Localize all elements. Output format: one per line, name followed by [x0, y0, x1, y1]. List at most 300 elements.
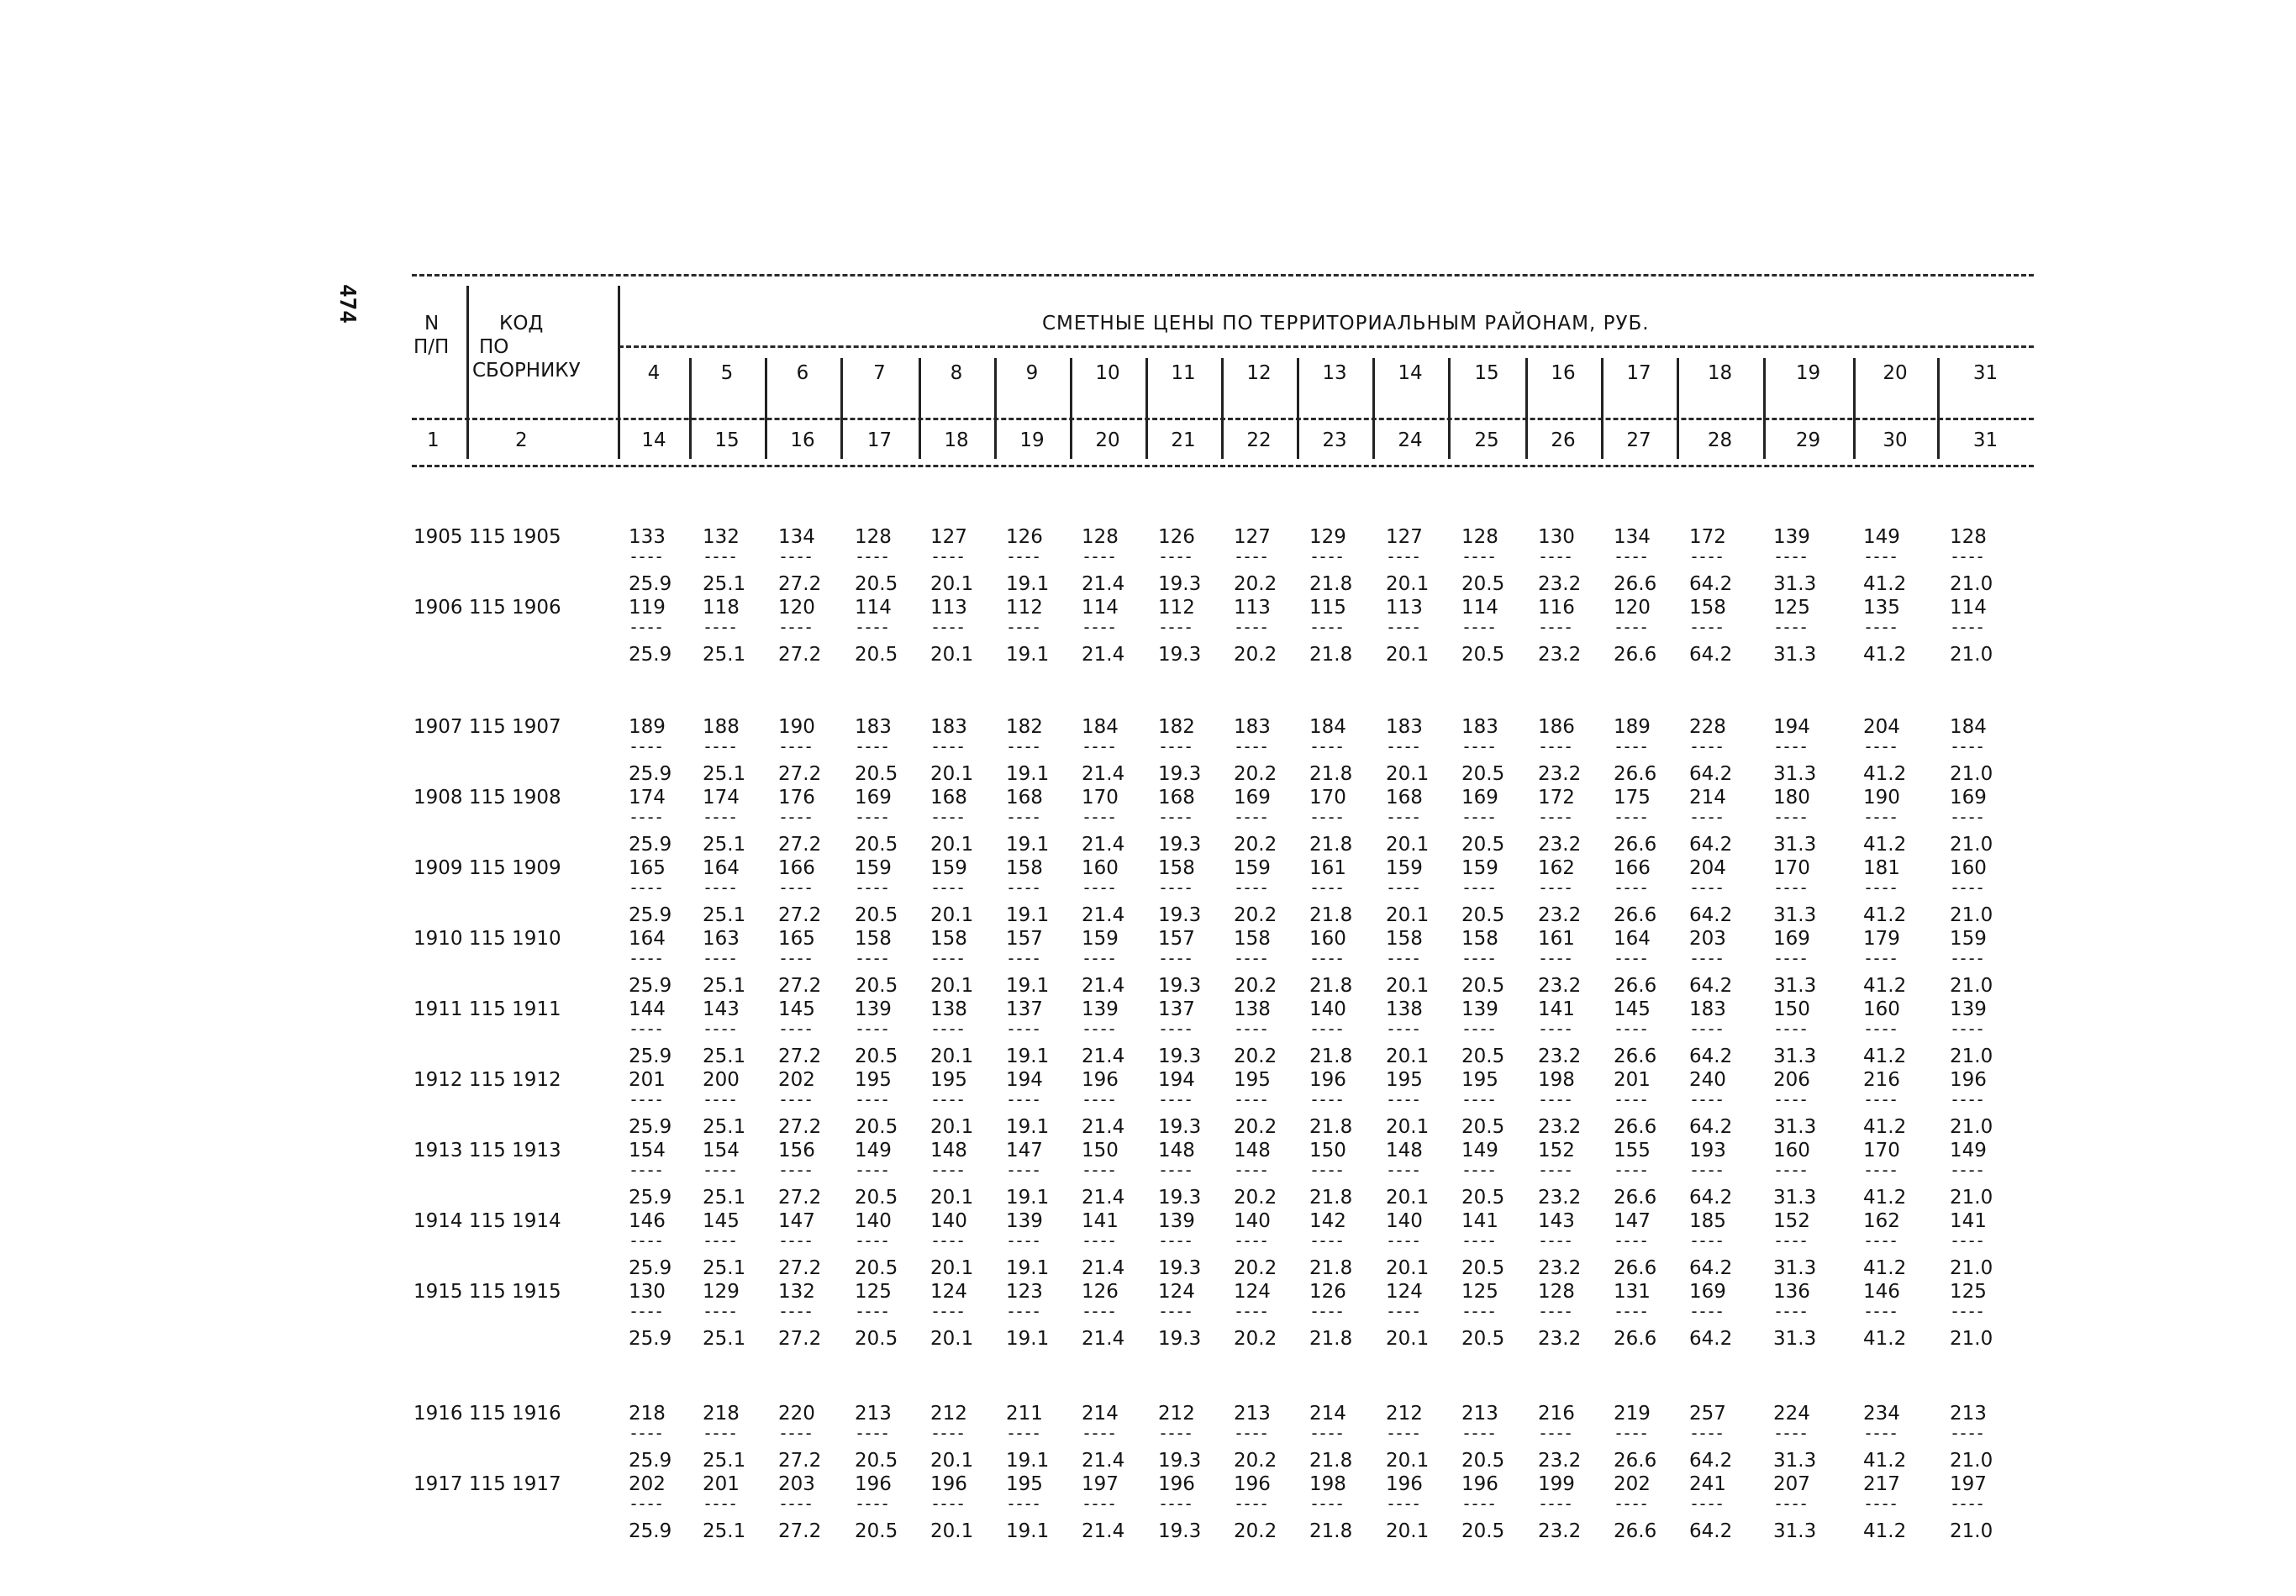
- fraction-bar: ----: [1461, 1019, 1496, 1039]
- index-value: 21.0: [1950, 573, 1993, 595]
- fraction-bar: ----: [1773, 1423, 1808, 1443]
- index-value: 41.2: [1863, 763, 1907, 785]
- district-number: 18: [1707, 362, 1733, 384]
- index-value: 25.9: [629, 975, 672, 997]
- price-value: 216: [1863, 1069, 1900, 1091]
- fraction-bar: ----: [1234, 736, 1268, 756]
- price-value: 158: [1158, 857, 1195, 879]
- fraction-bar: ----: [1006, 1301, 1040, 1321]
- fraction-bar: ----: [1773, 1160, 1808, 1180]
- price-value: 130: [1538, 526, 1575, 548]
- index-value: 20.2: [1234, 834, 1277, 856]
- district-divider: [1297, 358, 1299, 459]
- index-value: 19.1: [1006, 763, 1050, 785]
- index-value: 41.2: [1863, 1520, 1907, 1542]
- index-value: 19.3: [1158, 834, 1202, 856]
- index-value: 20.1: [1386, 1450, 1430, 1472]
- index-number: 22: [1246, 429, 1272, 451]
- index-value: 20.5: [855, 1328, 898, 1350]
- price-value: 165: [778, 928, 815, 950]
- fraction-bar: ----: [1006, 1160, 1040, 1180]
- price-value: 143: [703, 998, 740, 1020]
- fraction-bar: ----: [1158, 1301, 1193, 1321]
- fraction-bar: ----: [1689, 546, 1724, 566]
- fraction-bar: ----: [1689, 1230, 1724, 1251]
- price-value: 142: [1309, 1210, 1346, 1232]
- index-value: 64.2: [1689, 904, 1733, 926]
- fraction-bar: ----: [629, 1230, 663, 1251]
- price-value: 127: [1234, 526, 1271, 548]
- fraction-bar: ----: [703, 1089, 737, 1109]
- index-value: 20.5: [1461, 763, 1505, 785]
- price-value: 130: [629, 1281, 666, 1303]
- index-value: 27.2: [778, 644, 822, 666]
- index-value: 21.8: [1309, 763, 1353, 785]
- price-value: 150: [1309, 1140, 1346, 1161]
- fraction-bar: ----: [1158, 807, 1193, 827]
- index-number: 19: [1019, 429, 1045, 451]
- fraction-bar: ----: [1950, 807, 1984, 827]
- price-value: 201: [629, 1069, 666, 1091]
- fraction-bar: ----: [703, 1493, 737, 1514]
- index-value: 41.2: [1863, 1450, 1907, 1472]
- header-title-rule: [619, 345, 2034, 348]
- index-value: 26.6: [1614, 1187, 1657, 1209]
- fraction-bar: ----: [1461, 1160, 1496, 1180]
- fraction-bar: ----: [778, 1301, 813, 1321]
- price-value: 195: [1006, 1473, 1043, 1495]
- fraction-bar: ----: [1614, 1493, 1648, 1514]
- index-value: 41.2: [1863, 573, 1907, 595]
- fraction-bar: ----: [1006, 1493, 1040, 1514]
- index-value: 31.3: [1773, 573, 1817, 595]
- index-value: 19.1: [1006, 1116, 1050, 1138]
- price-value: 207: [1773, 1473, 1810, 1495]
- fraction-bar: ----: [703, 1423, 737, 1443]
- row-code: 1905 115 1905: [413, 526, 561, 548]
- price-value: 196: [1950, 1069, 1987, 1091]
- fraction-bar: ----: [1082, 1160, 1116, 1180]
- fraction-bar: ----: [1158, 617, 1193, 637]
- index-value: 31.3: [1773, 1257, 1817, 1279]
- price-value: 158: [1689, 597, 1726, 619]
- price-value: 182: [1006, 716, 1043, 738]
- fraction-bar: ----: [1461, 807, 1496, 827]
- district-divider: [689, 358, 692, 459]
- price-value: 241: [1689, 1473, 1726, 1495]
- column-divider: [618, 286, 620, 459]
- fraction-bar: ----: [1082, 1301, 1116, 1321]
- price-value: 160: [1773, 1140, 1810, 1161]
- fraction-bar: ----: [1538, 877, 1572, 898]
- price-value: 159: [855, 857, 892, 879]
- price-value: 128: [1950, 526, 1987, 548]
- index-value: 21.4: [1082, 834, 1125, 856]
- index-value: 25.9: [629, 834, 672, 856]
- index-value: 21.4: [1082, 644, 1125, 666]
- price-value: 126: [1082, 1281, 1119, 1303]
- index-value: 23.2: [1538, 1257, 1582, 1279]
- price-value: 154: [629, 1140, 666, 1161]
- index-value: 27.2: [778, 1520, 822, 1542]
- fraction-bar: ----: [1006, 617, 1040, 637]
- fraction-bar: ----: [1386, 1089, 1420, 1109]
- price-value: 168: [1006, 787, 1043, 809]
- fraction-bar: ----: [629, 1493, 663, 1514]
- fraction-bar: ----: [930, 546, 965, 566]
- price-value: 184: [1950, 716, 1987, 738]
- price-value: 140: [855, 1210, 892, 1232]
- price-value: 156: [778, 1140, 815, 1161]
- index-value: 20.1: [930, 1116, 974, 1138]
- index-value: 20.5: [1461, 1328, 1505, 1350]
- fraction-bar: ----: [1863, 877, 1898, 898]
- fraction-bar: ----: [1538, 617, 1572, 637]
- index-value: 23.2: [1538, 644, 1582, 666]
- index-value: 20.1: [930, 1450, 974, 1472]
- price-value: 196: [1386, 1473, 1423, 1495]
- index-value: 20.2: [1234, 573, 1277, 595]
- price-value: 161: [1538, 928, 1575, 950]
- index-value: 26.6: [1614, 975, 1657, 997]
- fraction-bar: ----: [930, 1301, 965, 1321]
- index-value: 19.3: [1158, 1046, 1202, 1067]
- index-value: 26.6: [1614, 1257, 1657, 1279]
- fraction-bar: ----: [1309, 807, 1344, 827]
- index-value: 26.6: [1614, 904, 1657, 926]
- price-value: 157: [1158, 928, 1195, 950]
- fraction-bar: ----: [1461, 948, 1496, 968]
- price-value: 257: [1689, 1403, 1726, 1425]
- price-value: 195: [1234, 1069, 1271, 1091]
- fraction-bar: ----: [629, 736, 663, 756]
- price-value: 213: [1950, 1403, 1987, 1425]
- fraction-bar: ----: [1386, 736, 1420, 756]
- index-number: 21: [1171, 429, 1196, 451]
- fraction-bar: ----: [1950, 877, 1984, 898]
- price-value: 160: [1309, 928, 1346, 950]
- district-number: 12: [1246, 362, 1272, 384]
- price-value: 132: [778, 1281, 815, 1303]
- fraction-bar: ----: [1689, 1160, 1724, 1180]
- fraction-bar: ----: [855, 1301, 889, 1321]
- fraction-bar: ----: [1006, 1230, 1040, 1251]
- price-value: 194: [1773, 716, 1810, 738]
- index-number: 27: [1626, 429, 1651, 451]
- index-value: 20.2: [1234, 1187, 1277, 1209]
- price-value: 174: [629, 787, 666, 809]
- price-value: 184: [1309, 716, 1346, 738]
- index-value: 20.1: [1386, 573, 1430, 595]
- price-value: 137: [1158, 998, 1195, 1020]
- index-value: 21.4: [1082, 1257, 1125, 1279]
- index-value: 23.2: [1538, 1328, 1582, 1350]
- fraction-bar: ----: [930, 807, 965, 827]
- price-value: 149: [1863, 526, 1900, 548]
- price-value: 139: [1773, 526, 1810, 548]
- price-value: 159: [1082, 928, 1119, 950]
- index-value: 19.1: [1006, 1187, 1050, 1209]
- index-value: 41.2: [1863, 1257, 1907, 1279]
- fraction-bar: ----: [1234, 807, 1268, 827]
- price-value: 131: [1614, 1281, 1651, 1303]
- fraction-bar: ----: [1082, 1089, 1116, 1109]
- index-value: 21.8: [1309, 1328, 1353, 1350]
- fraction-bar: ----: [1950, 546, 1984, 566]
- fraction-bar: ----: [1538, 736, 1572, 756]
- fraction-bar: ----: [1538, 948, 1572, 968]
- price-value: 125: [1773, 597, 1810, 619]
- price-value: 155: [1614, 1140, 1651, 1161]
- fraction-bar: ----: [778, 1230, 813, 1251]
- price-value: 124: [1158, 1281, 1195, 1303]
- fraction-bar: ----: [1863, 1423, 1898, 1443]
- price-value: 158: [1006, 857, 1043, 879]
- index-value: 20.5: [855, 1046, 898, 1067]
- index-value: 21.8: [1309, 1450, 1353, 1472]
- price-value: 150: [1773, 998, 1810, 1020]
- fraction-bar: ----: [703, 877, 737, 898]
- index-value: 20.1: [930, 904, 974, 926]
- price-value: 152: [1538, 1140, 1575, 1161]
- fraction-bar: ----: [1006, 807, 1040, 827]
- fraction-bar: ----: [1234, 546, 1268, 566]
- price-value: 139: [1082, 998, 1119, 1020]
- row-code: 1913 115 1913: [413, 1140, 561, 1161]
- price-value: 123: [1006, 1281, 1043, 1303]
- column-divider: [466, 286, 469, 459]
- price-value: 129: [703, 1281, 740, 1303]
- fraction-bar: ----: [1689, 1301, 1724, 1321]
- price-value: 149: [1461, 1140, 1498, 1161]
- index-value: 20.1: [1386, 1257, 1430, 1279]
- fraction-bar: ----: [1309, 1160, 1344, 1180]
- price-value: 139: [1461, 998, 1498, 1020]
- price-value: 196: [1234, 1473, 1271, 1495]
- fraction-bar: ----: [930, 736, 965, 756]
- fraction-bar: ----: [1158, 1019, 1193, 1039]
- fraction-bar: ----: [703, 1160, 737, 1180]
- index-value: 20.2: [1234, 1328, 1277, 1350]
- fraction-bar: ----: [1689, 1423, 1724, 1443]
- index-value: 31.3: [1773, 975, 1817, 997]
- fraction-bar: ----: [855, 1423, 889, 1443]
- price-value: 193: [1689, 1140, 1726, 1161]
- fraction-bar: ----: [1461, 1230, 1496, 1251]
- price-value: 224: [1773, 1403, 1810, 1425]
- index-number: 17: [866, 429, 893, 451]
- index-value: 25.1: [703, 573, 746, 595]
- index-value: 23.2: [1538, 904, 1582, 926]
- price-value: 124: [1386, 1281, 1423, 1303]
- price-value: 213: [855, 1403, 892, 1425]
- district-divider: [1448, 358, 1451, 459]
- price-value: 160: [1863, 998, 1900, 1020]
- price-value: 147: [778, 1210, 815, 1232]
- price-value: 141: [1082, 1210, 1119, 1232]
- price-value: 158: [930, 928, 967, 950]
- index-value: 20.1: [1386, 1328, 1430, 1350]
- fraction-bar: ----: [629, 546, 663, 566]
- price-value: 175: [1614, 787, 1651, 809]
- fraction-bar: ----: [629, 877, 663, 898]
- price-value: 148: [930, 1140, 967, 1161]
- fraction-bar: ----: [703, 546, 737, 566]
- header-main-title: СМЕТНЫЕ ЦЕНЫ ПО ТЕРРИТОРИАЛЬНЫМ РАЙОНАМ, РУБ.: [1042, 313, 1650, 334]
- fraction-bar: ----: [1309, 1089, 1344, 1109]
- district-number: 15: [1474, 362, 1499, 384]
- price-value: 124: [930, 1281, 967, 1303]
- index-value: 25.9: [629, 1046, 672, 1067]
- index-number: 31: [1972, 429, 1998, 451]
- price-value: 140: [1386, 1210, 1423, 1232]
- price-value: 124: [1234, 1281, 1271, 1303]
- price-value: 114: [855, 597, 892, 619]
- index-value: 27.2: [778, 1328, 822, 1350]
- index-number: 26: [1551, 429, 1576, 451]
- price-value: 172: [1689, 526, 1726, 548]
- fraction-bar: ----: [1158, 1230, 1193, 1251]
- price-value: 145: [778, 998, 815, 1020]
- fraction-bar: ----: [1538, 1089, 1572, 1109]
- price-value: 181: [1863, 857, 1900, 879]
- index-value: 20.1: [930, 1046, 974, 1067]
- price-value: 219: [1614, 1403, 1651, 1425]
- district-number: 16: [1551, 362, 1576, 384]
- index-value: 21.0: [1950, 975, 1993, 997]
- fraction-bar: ----: [1158, 877, 1193, 898]
- index-value: 25.1: [703, 1116, 746, 1138]
- price-value: 194: [1006, 1069, 1043, 1091]
- index-value: 19.3: [1158, 763, 1202, 785]
- fraction-bar: ----: [1614, 546, 1648, 566]
- price-value: 140: [1234, 1210, 1271, 1232]
- index-value: 20.5: [855, 1116, 898, 1138]
- fraction-bar: ----: [1386, 617, 1420, 637]
- index-value: 23.2: [1538, 1046, 1582, 1067]
- index-value: 25.1: [703, 1187, 746, 1209]
- fraction-bar: ----: [930, 1019, 965, 1039]
- index-value: 20.5: [855, 904, 898, 926]
- index-value: 20.5: [855, 1450, 898, 1472]
- index-value: 20.2: [1234, 1520, 1277, 1542]
- price-value: 194: [1158, 1069, 1195, 1091]
- price-value: 126: [1158, 526, 1195, 548]
- price-value: 152: [1773, 1210, 1810, 1232]
- index-value: 41.2: [1863, 904, 1907, 926]
- price-value: 200: [703, 1069, 740, 1091]
- fraction-bar: ----: [1386, 1019, 1420, 1039]
- fraction-bar: ----: [855, 617, 889, 637]
- index-value: 25.1: [703, 1046, 746, 1067]
- index-value: 21.4: [1082, 1187, 1125, 1209]
- price-value: 149: [1950, 1140, 1987, 1161]
- fraction-bar: ----: [1538, 807, 1572, 827]
- index-value: 25.9: [629, 763, 672, 785]
- district-number: 19: [1795, 362, 1821, 384]
- fraction-bar: ----: [930, 1493, 965, 1514]
- fraction-bar: ----: [1538, 1160, 1572, 1180]
- row-code: 1906 115 1906: [413, 597, 561, 619]
- price-value: 147: [1614, 1210, 1651, 1232]
- price-value: 188: [703, 716, 740, 738]
- fraction-bar: ----: [778, 1493, 813, 1514]
- price-value: 170: [1309, 787, 1346, 809]
- price-value: 170: [1863, 1140, 1900, 1161]
- index-value: 21.8: [1309, 834, 1353, 856]
- index-number: 16: [790, 429, 815, 451]
- fraction-bar: ----: [1309, 877, 1344, 898]
- index-value: 20.1: [930, 573, 974, 595]
- price-value: 143: [1538, 1210, 1575, 1232]
- price-value: 183: [930, 716, 967, 738]
- fraction-bar: ----: [1614, 1301, 1648, 1321]
- index-number: 23: [1322, 429, 1347, 451]
- fraction-bar: ----: [1082, 807, 1116, 827]
- fraction-bar: ----: [1773, 1493, 1808, 1514]
- index-value: 21.4: [1082, 904, 1125, 926]
- index-value: 26.6: [1614, 763, 1657, 785]
- fraction-bar: ----: [1773, 546, 1808, 566]
- index-value: 25.1: [703, 1520, 746, 1542]
- fraction-bar: ----: [1538, 1423, 1572, 1443]
- fraction-bar: ----: [1234, 1423, 1268, 1443]
- price-value: 202: [1614, 1473, 1651, 1495]
- index-value: 21.4: [1082, 1450, 1125, 1472]
- index-value: 20.5: [1461, 644, 1505, 666]
- fraction-bar: ----: [1386, 1230, 1420, 1251]
- district-number: 9: [1025, 362, 1039, 384]
- price-value: 158: [1461, 928, 1498, 950]
- index-value: 20.2: [1234, 904, 1277, 926]
- index-value: 21.0: [1950, 1257, 1993, 1279]
- price-value: 211: [1006, 1403, 1043, 1425]
- index-value: 25.9: [629, 1116, 672, 1138]
- index-value: 21.8: [1309, 1116, 1353, 1138]
- index-value: 64.2: [1689, 834, 1733, 856]
- price-value: 148: [1386, 1140, 1423, 1161]
- fraction-bar: ----: [703, 948, 737, 968]
- index-value: 20.5: [1461, 1116, 1505, 1138]
- fraction-bar: ----: [1461, 1493, 1496, 1514]
- fraction-bar: ----: [1309, 1301, 1344, 1321]
- district-divider: [1937, 358, 1940, 459]
- fraction-bar: ----: [1309, 736, 1344, 756]
- fraction-bar: ----: [1234, 1301, 1268, 1321]
- index-value: 20.1: [930, 1257, 974, 1279]
- index-value: 41.2: [1863, 834, 1907, 856]
- price-value: 179: [1863, 928, 1900, 950]
- index-value: 41.2: [1863, 1116, 1907, 1138]
- price-value: 164: [703, 857, 740, 879]
- district-divider: [765, 358, 767, 459]
- price-value: 112: [1158, 597, 1195, 619]
- fraction-bar: ----: [1082, 1493, 1116, 1514]
- fraction-bar: ----: [629, 617, 663, 637]
- fraction-bar: ----: [778, 546, 813, 566]
- index-value: 20.5: [855, 1187, 898, 1209]
- index-value: 21.8: [1309, 1520, 1353, 1542]
- price-value: 196: [855, 1473, 892, 1495]
- price-value: 114: [1950, 597, 1987, 619]
- district-divider: [994, 358, 997, 459]
- district-number: 10: [1095, 362, 1120, 384]
- price-value: 141: [1950, 1210, 1987, 1232]
- header-bottom-rule: [412, 465, 2034, 467]
- index-value: 20.5: [855, 975, 898, 997]
- fraction-bar: ----: [778, 948, 813, 968]
- price-value: 169: [1689, 1281, 1726, 1303]
